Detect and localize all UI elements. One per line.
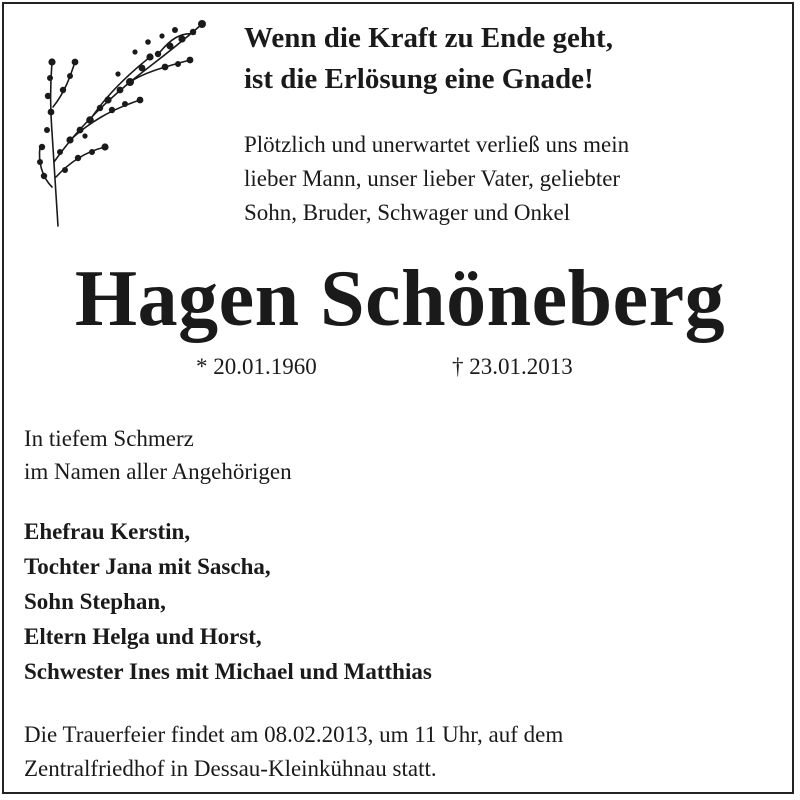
family-member: Schwester Ines mit Michael und Matthias xyxy=(24,659,432,684)
service-line: Zentralfriedhof in Dessau-Kleinkühnau statt. xyxy=(24,756,437,781)
intro-line: Sohn, Bruder, Schwager und Onkel xyxy=(244,200,571,225)
service-line: Die Trauerfeier findet am 08.02.2013, um 11 Uhr, auf dem xyxy=(24,722,564,747)
motto-line: ist die Erlösung eine Gnade! xyxy=(244,63,594,95)
family-member: Eltern Helga und Horst, xyxy=(24,624,262,649)
intro-line: Plötzlich und unerwartet verließ uns mein xyxy=(244,132,630,157)
family-member: Ehefrau Kerstin, xyxy=(24,519,191,544)
flowering-branch-icon xyxy=(30,12,210,230)
birth-date: * 20.01.1960 xyxy=(196,354,317,379)
family-member: Tochter Jana mit Sascha, xyxy=(24,554,271,579)
family-member: Sohn Stephan, xyxy=(24,589,166,614)
intro-line: lieber Mann, unser lieber Vater, geliebter xyxy=(244,166,621,191)
mourning-line: In tiefem Schmerz xyxy=(24,426,194,451)
motto-quote xyxy=(244,18,613,100)
deceased-name: Hagen Schöneberg xyxy=(74,255,726,343)
mourning-text xyxy=(24,422,292,488)
funeral-service-info xyxy=(24,718,563,786)
intro-text xyxy=(244,128,629,230)
mourning-line: im Namen aller Angehörigen xyxy=(24,459,292,484)
motto-line: Wenn die Kraft zu Ende geht, xyxy=(244,22,613,54)
family-list xyxy=(24,514,432,689)
death-date: † 23.01.2013 xyxy=(452,354,573,379)
